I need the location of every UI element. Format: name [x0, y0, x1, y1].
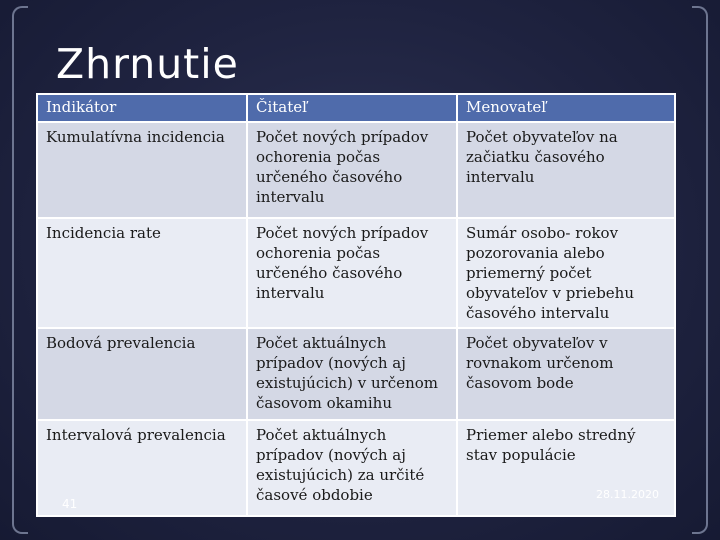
table-row	[37, 328, 675, 420]
table-header-row	[37, 94, 675, 122]
header-cell-denominator: Menovateľ	[457, 94, 675, 122]
table-cell: Priemer alebo stredný stav populácie	[457, 420, 675, 516]
table-cell: Incidencia rate	[37, 218, 247, 328]
table-row	[37, 122, 675, 218]
summary-table	[36, 93, 676, 517]
table-cell: Počet aktuálnych prípadov (nových aj existujúcich) v určenom časovom okamihu	[247, 328, 457, 420]
table-cell: Počet aktuálnych prípadov (nových aj existujúcich) za určité časové obdobie	[247, 420, 457, 516]
table-cell: Počet nových prípadov ochorenia počas určeného časového intervalu	[247, 218, 457, 328]
table-cell: Počet nových prípadov ochorenia počas určeného časového intervalu	[247, 122, 457, 218]
table-cell: Počet obyvateľov v rovnakom určenom časovom bode	[457, 328, 675, 420]
table-cell: Sumár osobo- rokov pozorovania alebo priemerný počet obyvateľov v priebehu časového intervalu	[457, 218, 675, 328]
slide-title: Zhrnutie	[56, 40, 239, 88]
header-cell-indicator: Indikátor	[37, 94, 247, 122]
table-cell: Intervalová prevalencia	[37, 420, 247, 516]
right-brace-decoration	[692, 6, 708, 534]
table-cell: Bodová prevalencia	[37, 328, 247, 420]
table-row	[37, 420, 675, 516]
table-row	[37, 218, 675, 328]
table-cell: Počet obyvateľov na začiatku časového intervalu	[457, 122, 675, 218]
left-brace-decoration	[12, 6, 28, 534]
header-cell-numerator: Čitateľ	[247, 94, 457, 122]
slide-number: 41	[62, 497, 78, 511]
table-cell: Kumulatívna incidencia	[37, 122, 247, 218]
slide-date: 28.11.2020	[596, 488, 659, 501]
